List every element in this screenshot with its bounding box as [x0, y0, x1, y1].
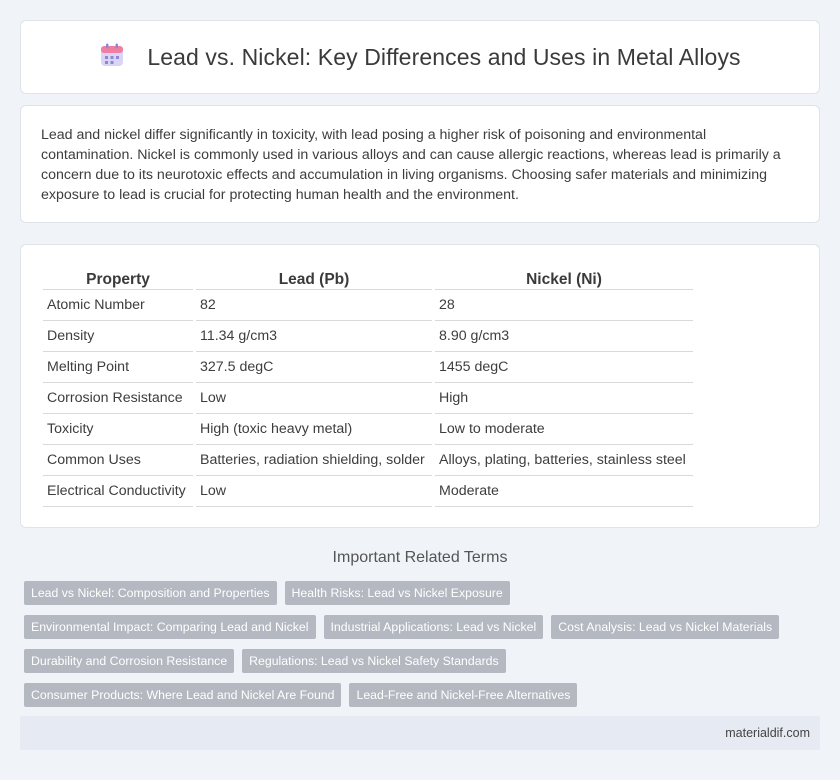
table-row [43, 414, 693, 445]
nickel-cell: 28 [435, 290, 693, 321]
footer-site: materialdif.com [725, 726, 810, 740]
property-cell: Density [43, 321, 193, 352]
table-row [43, 445, 693, 476]
property-cell: Toxicity [43, 414, 193, 445]
related-tag[interactable]: Lead vs Nickel: Composition and Properties [24, 581, 277, 605]
table-header-row [43, 266, 693, 290]
header-card [20, 20, 820, 94]
intro-card [20, 105, 820, 223]
header-lead: Lead (Pb) [196, 266, 432, 290]
property-cell: Melting Point [43, 352, 193, 383]
lead-cell: High (toxic heavy metal) [196, 414, 432, 445]
nickel-cell: 1455 degC [435, 352, 693, 383]
lead-cell: Batteries, radiation shielding, solder [196, 445, 432, 476]
header-property: Property [43, 266, 193, 290]
table-row [43, 321, 693, 352]
lead-cell: Low [196, 476, 432, 507]
nickel-cell: Low to moderate [435, 414, 693, 445]
property-cell: Electrical Conductivity [43, 476, 193, 507]
intro-paragraph: Lead and nickel differ significantly in toxicity, with lead posing a higher risk of poisoning and environmental contamination. Nickel is commonly used in various alloys and can cause allergic reactions, whereas lead is primarily a concern due to its neurotoxic effects and accumulation in living organisms. Choosing safer materials and minimizing exposure to lead is crucial for protecting human health and the environment. [41, 127, 781, 203]
table-row [43, 476, 693, 507]
related-tag[interactable]: Lead-Free and Nickel-Free Alternatives [349, 683, 577, 707]
lead-cell: 82 [196, 290, 432, 321]
nickel-cell: High [435, 383, 693, 414]
table-row [43, 290, 693, 321]
calendar-icon [99, 42, 125, 73]
property-cell: Atomic Number [43, 290, 193, 321]
page-title: Lead vs. Nickel: Key Differences and Uses in Metal Alloys [147, 43, 741, 70]
related-tag[interactable]: Regulations: Lead vs Nickel Safety Standards [242, 649, 506, 673]
comparison-card [20, 244, 820, 528]
title-wrap [99, 42, 740, 73]
related-tag[interactable]: Consumer Products: Where Lead and Nickel Are Found [24, 683, 341, 707]
nickel-cell: Alloys, plating, batteries, stainless steel [435, 445, 693, 476]
related-tag[interactable]: Environmental Impact: Comparing Lead and Nickel [24, 615, 316, 639]
related-terms-heading: Important Related Terms [332, 549, 508, 566]
table-row [43, 383, 693, 414]
related-tag[interactable]: Health Risks: Lead vs Nickel Exposure [285, 581, 510, 605]
lead-cell: 327.5 degC [196, 352, 432, 383]
lead-cell: Low [196, 383, 432, 414]
related-tag[interactable]: Industrial Applications: Lead vs Nickel [324, 615, 544, 639]
property-cell: Common Uses [43, 445, 193, 476]
table-row [43, 352, 693, 383]
footer-bar [20, 716, 820, 750]
nickel-cell: Moderate [435, 476, 693, 507]
related-tag[interactable]: Cost Analysis: Lead vs Nickel Materials [551, 615, 779, 639]
lead-cell: 11.34 g/cm3 [196, 321, 432, 352]
header-nickel: Nickel (Ni) [435, 266, 693, 290]
related-tag[interactable]: Durability and Corrosion Resistance [24, 649, 234, 673]
comparison-table [40, 266, 696, 507]
property-cell: Corrosion Resistance [43, 383, 193, 414]
nickel-cell: 8.90 g/cm3 [435, 321, 693, 352]
